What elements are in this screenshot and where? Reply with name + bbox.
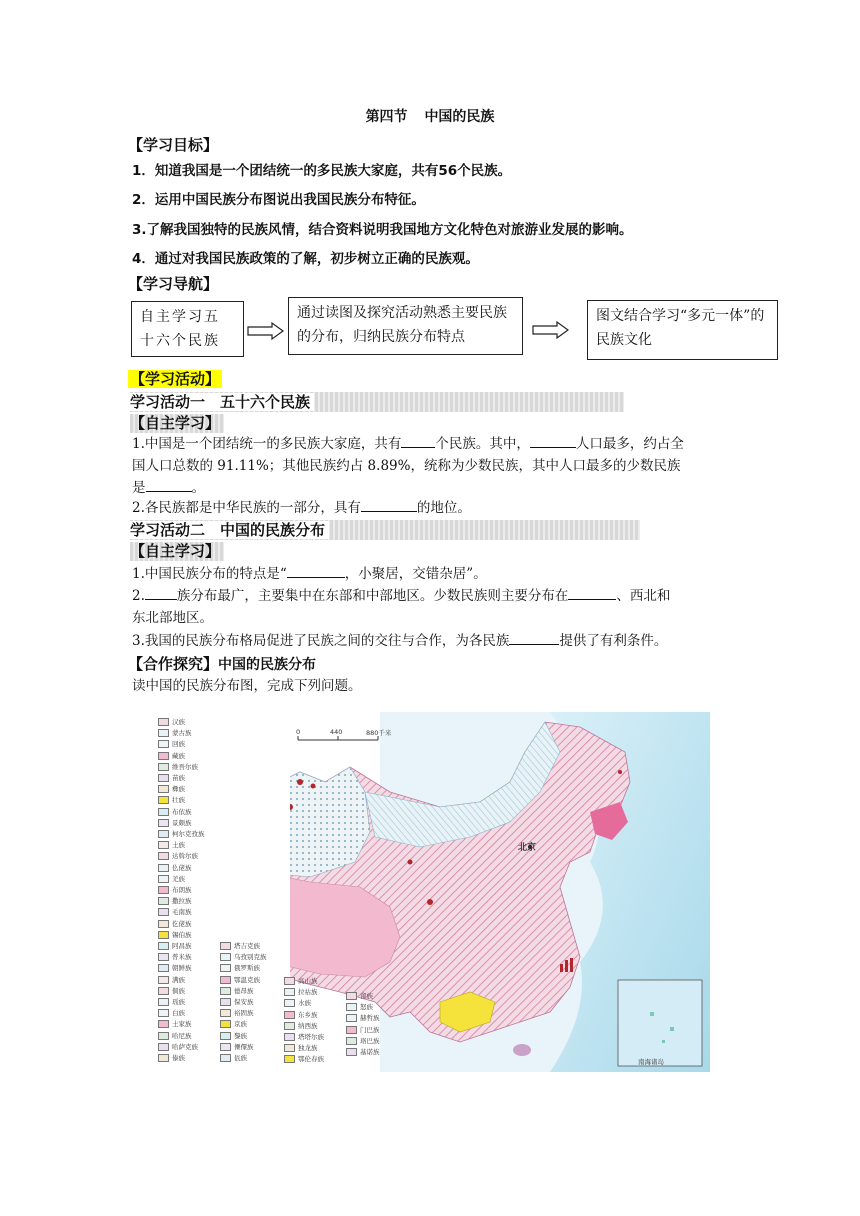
legend-item xyxy=(220,964,260,972)
legend-item xyxy=(220,976,260,984)
legend-swatch xyxy=(158,774,169,782)
legend-label: 高山族 xyxy=(298,977,318,985)
legend-label: 塔塔尔族 xyxy=(298,1033,324,1041)
legend-item xyxy=(220,1009,254,1017)
legend-swatch xyxy=(158,752,169,760)
legend-label: 柯尔克孜族 xyxy=(172,830,205,838)
legend-item xyxy=(158,841,185,849)
activity2-q2: 2. 族分布最广，主要集中在东部和中部地区。少数民族则主要分布在 、西北和 东北部地区。 xyxy=(132,585,732,629)
objective-1: 1．知道我国是一个团结统一的多民族大家庭，共有56个民族。 xyxy=(132,163,512,179)
legend-swatch xyxy=(158,830,169,838)
activity2-self-study: 【自主学习】 xyxy=(130,542,224,561)
legend-item xyxy=(346,1037,380,1045)
legend-item xyxy=(158,920,192,928)
legend-item xyxy=(220,987,254,995)
legend-label: 畲族 xyxy=(360,992,373,1000)
coop-label: 【合作探究】 xyxy=(128,655,219,673)
legend-swatch xyxy=(158,1020,169,1028)
legend-label: 瑶族 xyxy=(172,998,185,1006)
legend-item xyxy=(158,1009,185,1017)
legend-swatch xyxy=(158,796,169,804)
legend-item xyxy=(158,987,185,995)
legend-swatch xyxy=(346,1026,357,1034)
legend-label: 珞巴族 xyxy=(360,1036,380,1045)
blank-status[interactable] xyxy=(361,497,417,512)
legend-item xyxy=(158,1020,192,1028)
legend-swatch xyxy=(158,841,169,849)
legend-item xyxy=(158,908,192,916)
legend-item xyxy=(220,998,254,1006)
legend-item xyxy=(220,1020,247,1028)
legend-item xyxy=(158,886,192,894)
legend-item xyxy=(158,875,185,883)
legend-label: 拉祜族 xyxy=(298,988,318,997)
legend-swatch xyxy=(158,897,169,905)
coop-instruction: 读中国的民族分布图，完成下列问题。 xyxy=(132,678,362,694)
legend-label: 赫哲族 xyxy=(360,1014,380,1023)
flow-box-3: 图文结合学习“多元一体”的民族文化 xyxy=(587,300,778,360)
legend-swatch xyxy=(346,1048,357,1056)
coop-header xyxy=(128,653,316,674)
legend-label: 鄂温克族 xyxy=(234,975,260,984)
legend-item xyxy=(158,976,185,984)
legend-item xyxy=(220,942,260,950)
legend-label: 土家族 xyxy=(172,1020,192,1029)
blank-majority[interactable] xyxy=(530,433,576,448)
legend-swatch xyxy=(158,1054,169,1062)
legend-swatch xyxy=(220,964,231,972)
legend-item xyxy=(158,964,192,972)
legend-item xyxy=(158,729,192,737)
legend-item xyxy=(220,1032,247,1040)
legend-item xyxy=(158,931,192,939)
legend-item xyxy=(158,1032,192,1040)
blank-number[interactable] xyxy=(401,433,435,448)
activity1-title: 学习活动一 五十六个民族 xyxy=(130,392,624,412)
legend-label: 纳西族 xyxy=(298,1021,318,1030)
blank-conditions[interactable] xyxy=(509,630,559,645)
legend-swatch xyxy=(158,953,169,961)
legend-item xyxy=(158,740,185,748)
legend-swatch xyxy=(158,1009,169,1017)
legend-label: 锡伯族 xyxy=(172,930,192,939)
legend-item xyxy=(346,1003,373,1011)
legend-swatch xyxy=(158,987,169,995)
legend-swatch xyxy=(158,763,169,771)
activity1-q1: 1.中国是一个团结统一的多民族大家庭，共有 个民族。其中， 人口最多，约占全 国人口总数的 91.11%；其他民族约占 8.89%，统称为少数民族，其中人口最多的少数民族 是 。 xyxy=(132,433,732,500)
legend-swatch xyxy=(284,1022,295,1030)
legend-label: 羌族 xyxy=(172,874,185,883)
legend-swatch xyxy=(346,992,357,1000)
legend-label: 怒族 xyxy=(360,1003,373,1012)
ethnic-distribution-map xyxy=(150,712,710,1072)
legend-col3 xyxy=(284,977,354,1067)
legend-swatch xyxy=(220,1032,231,1040)
legend-item xyxy=(158,819,192,827)
legend-swatch xyxy=(284,1011,295,1019)
hainan-island xyxy=(513,1044,531,1056)
legend-item xyxy=(284,977,318,985)
inset-label: 南海诸岛 xyxy=(638,1058,664,1066)
legend-label: 撒拉族 xyxy=(172,897,192,906)
legend-label: 普米族 xyxy=(172,953,192,962)
legend-label: 维吾尔族 xyxy=(172,762,198,771)
legend-label: 汉族 xyxy=(172,718,185,726)
legend-item xyxy=(158,774,185,782)
legend-swatch xyxy=(220,1020,231,1028)
legend-swatch xyxy=(158,740,169,748)
legend-label: 达斡尔族 xyxy=(172,852,198,861)
legend-swatch xyxy=(220,953,231,961)
section-number: 第四节 xyxy=(365,109,408,125)
flow-arrow-1 xyxy=(246,321,286,341)
legend-label: 德昂族 xyxy=(234,986,254,995)
legend-label: 朝鲜族 xyxy=(172,964,192,973)
legend-label: 景颇族 xyxy=(172,818,192,827)
legend-swatch xyxy=(158,920,169,928)
legend-swatch xyxy=(158,908,169,916)
legend-item xyxy=(346,1014,380,1022)
legend-label: 哈萨克族 xyxy=(172,1042,198,1051)
section-name: 中国的民族 xyxy=(424,109,495,125)
legend-label: 回族 xyxy=(172,740,185,749)
legend-col2 xyxy=(220,942,290,1062)
objective-2: 2．运用中国民族分布图说出我国民族分布特征。 xyxy=(132,192,425,208)
flow-box-1: 自主学习五十六个民族 xyxy=(131,301,244,357)
activity2-q1: 1.中国民族分布的特点是“ ，小聚居，交错杂居”。 xyxy=(132,563,732,586)
legend-swatch xyxy=(158,964,169,972)
legend-label: 布朗族 xyxy=(172,886,192,894)
legend-label: 俄罗斯族 xyxy=(234,964,260,973)
legend-item xyxy=(284,1033,324,1041)
legend-label: 京族 xyxy=(234,1020,247,1029)
legend-label: 塔吉克族 xyxy=(234,942,260,950)
navigation-header: 【学习导航】 xyxy=(128,275,219,293)
activity2-q3: 3.我国的民族分布格局促进了民族之间的交往与合作，为各民族 提供了有利条件。 xyxy=(132,630,732,653)
legend-col1 xyxy=(158,718,228,1068)
legend-swatch xyxy=(346,1014,357,1022)
legend-label: 土族 xyxy=(172,841,185,850)
legend-swatch xyxy=(220,942,231,950)
legend-label: 仫佬族 xyxy=(172,863,192,872)
legend-swatch xyxy=(284,988,295,996)
blank-ethnic[interactable] xyxy=(145,585,177,600)
legend-item xyxy=(158,752,185,760)
legend-col4 xyxy=(346,992,416,1072)
legend-label: 阿昌族 xyxy=(172,942,192,950)
legend-swatch xyxy=(158,718,169,726)
legend-swatch xyxy=(158,729,169,737)
legend-swatch xyxy=(220,998,231,1006)
legend-swatch xyxy=(220,987,231,995)
beijing-label: 北京 xyxy=(518,843,537,853)
legend-swatch xyxy=(220,1009,231,1017)
legend-swatch xyxy=(158,1043,169,1051)
legend-swatch xyxy=(220,1043,231,1051)
legend-swatch xyxy=(284,1044,295,1052)
legend-item xyxy=(220,1054,247,1062)
legend-item xyxy=(158,852,198,860)
legend-label: 乌孜别克族 xyxy=(234,953,267,962)
legend-swatch xyxy=(158,998,169,1006)
legend-swatch xyxy=(158,864,169,872)
legend-swatch xyxy=(284,999,295,1007)
legend-swatch xyxy=(284,1033,295,1041)
legend-swatch xyxy=(346,1003,357,1011)
legend-item xyxy=(220,953,267,961)
legend-label: 独龙族 xyxy=(298,1044,318,1053)
legend-swatch xyxy=(158,942,169,950)
legend-swatch xyxy=(158,1032,169,1040)
legend-label: 毛南族 xyxy=(172,908,192,917)
legend-label: 基诺族 xyxy=(360,1048,380,1056)
legend-label: 布依族 xyxy=(172,807,192,816)
legend-item xyxy=(158,808,192,816)
legend-label: 傣族 xyxy=(172,1054,185,1062)
legend-item xyxy=(346,1026,380,1034)
legend-label: 藏族 xyxy=(172,751,185,760)
legend-label: 彝族 xyxy=(172,785,185,794)
legend-swatch xyxy=(158,852,169,860)
legend-label: 白族 xyxy=(172,1009,185,1018)
legend-label: 哈尼族 xyxy=(172,1031,192,1040)
legend-swatch xyxy=(284,1055,295,1063)
legend-label: 满族 xyxy=(172,975,185,984)
legend-item xyxy=(158,897,192,905)
legend-label: 东乡族 xyxy=(298,1010,318,1019)
legend-label: 壮族 xyxy=(172,796,185,805)
legend-item xyxy=(346,1048,380,1056)
scale-1: 440 xyxy=(330,728,343,736)
legend-label: 保安族 xyxy=(234,998,254,1006)
legend-item xyxy=(158,796,185,804)
legend-swatch xyxy=(158,808,169,816)
legend-swatch xyxy=(158,875,169,883)
legend-swatch xyxy=(220,976,231,984)
flow-arrow-2 xyxy=(531,320,571,340)
legend-item xyxy=(284,988,318,996)
legend-label: 黎族 xyxy=(234,1031,247,1040)
scale-2: 880千米 xyxy=(366,729,392,737)
blank-distribution[interactable] xyxy=(287,563,345,578)
legend-item xyxy=(284,1055,324,1063)
legend-label: 傈僳族 xyxy=(234,1042,254,1051)
legend-item xyxy=(158,1043,198,1051)
legend-swatch xyxy=(158,785,169,793)
legend-item xyxy=(158,830,205,838)
activities-header: 【学习活动】 xyxy=(130,370,221,388)
legend-swatch xyxy=(158,931,169,939)
inset-box xyxy=(618,980,702,1066)
legend-item xyxy=(158,942,192,950)
legend-label: 佤族 xyxy=(234,1054,247,1062)
legend-swatch xyxy=(284,977,295,985)
legend-item xyxy=(158,718,185,726)
objective-3: 3.了解我国独特的民族风情，结合资料说明我国地方文化特色对旅游业发展的影响。 xyxy=(132,222,633,238)
page-title xyxy=(0,106,860,126)
coop-title: 中国的民族分布 xyxy=(218,657,317,673)
legend-swatch xyxy=(220,1054,231,1062)
legend-swatch xyxy=(158,819,169,827)
activity1-q2: 2.各民族都是中华民族的一部分，具有 的地位。 xyxy=(132,497,732,520)
legend-item xyxy=(158,785,185,793)
legend-label: 门巴族 xyxy=(360,1025,380,1034)
objective-4: 4．通过对我国民族政策的了解，初步树立正确的民族观。 xyxy=(132,251,479,267)
legend-item xyxy=(220,1043,254,1051)
legend-item xyxy=(158,864,192,872)
legend-label: 裕固族 xyxy=(234,1009,254,1018)
legend-label: 水族 xyxy=(298,999,311,1008)
legend-item xyxy=(284,1011,318,1019)
legend-item xyxy=(284,1022,318,1030)
legend-item xyxy=(346,992,373,1000)
legend-swatch xyxy=(158,976,169,984)
legend-label: 蒙古族 xyxy=(172,729,192,738)
legend-item xyxy=(158,1054,185,1062)
legend-swatch xyxy=(346,1037,357,1045)
activity2-title: 学习活动二 中国的民族分布 xyxy=(130,520,640,540)
legend-item xyxy=(158,763,198,771)
legend-item xyxy=(158,953,192,961)
legend-item xyxy=(158,998,185,1006)
scale-0: 0 xyxy=(296,728,301,736)
legend-label: 仡佬族 xyxy=(172,919,192,928)
legend-label: 侗族 xyxy=(172,986,185,995)
legend-swatch xyxy=(158,886,169,894)
blank-region[interactable] xyxy=(568,585,616,600)
legend-label: 苗族 xyxy=(172,774,185,782)
legend-item xyxy=(284,1044,318,1052)
legend-label: 鄂伦春族 xyxy=(298,1055,324,1064)
legend-item xyxy=(284,999,311,1007)
blank-largest-minority[interactable] xyxy=(146,477,192,492)
objectives-header: 【学习目标】 xyxy=(128,136,219,154)
activity1-self-study: 【自主学习】 xyxy=(130,414,224,433)
flow-box-2: 通过读图及探究活动熟悉主要民族的分布，归纳民族分布特点 xyxy=(288,297,523,355)
